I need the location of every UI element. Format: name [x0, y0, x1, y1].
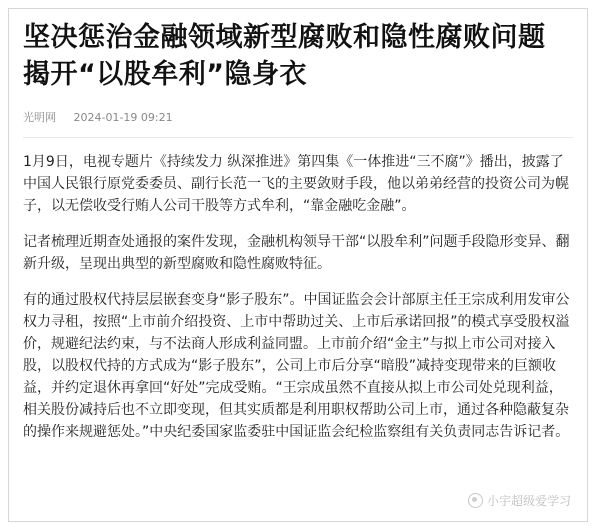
article-meta	[23, 109, 573, 125]
article-title	[23, 19, 573, 93]
watermark-text: 小宇超级爱学习	[486, 494, 571, 508]
watermark	[468, 492, 571, 509]
divider	[23, 137, 573, 138]
article-body	[23, 19, 573, 457]
publish-datetime: 2024-01-19 09:21	[73, 111, 173, 124]
paragraph-1: 1月9日，电视专题片《持续发力 纵深推进》第四集《一体推进“三不腐”》播出，披露了中国人民银行原党委委员、副行长范一飞的主要敛财手段，他以弟弟经营的投资公司为幌子，以无偿收受行贿人公司干股等方式牟利，“靠金融吃金融”。	[23, 154, 569, 214]
paragraph-3: 有的通过股权代持层层嵌套变身“影子股东”。中国证监会会计部原主任王宗成利用发审公权力寻租，按照“上市前介绍投资、上市中帮助过关、上市后承诺回报”的模式享受股权溢价，规避纪法约束，与不法商人形成利益同盟。上市前介绍“金主”与拟上市公司对接入股，以股权代持的方式成为“影子股东”，公司上市后分享“暗股”减持变现带来的巨额收益，并约定退休再拿回“好处”完成受贿。“王宗成虽然不直接从拟上市公司处兑现利益，相关股份减持后也不立即变现，但其实质都是利用职权帮助公司上市，通过各种隐蔽复杂的操作来规避惩处。”中央纪委国家监委驻中国证监会纪检监察组有关负责同志告诉记者。	[23, 292, 570, 440]
paragraph-2: 记者梳理近期查处通报的案件发现，金融机构领导干部“以股牟利”问题手段隐形变异、翻新升级，呈现出典型的新型腐败和隐性腐败特征。	[23, 234, 570, 272]
title-line-1: 坚决惩治金融领域新型腐败和隐性腐败问题	[23, 22, 546, 53]
title-line-2: 揭开“以股牟利”隐身衣	[23, 59, 307, 90]
wechat-icon	[468, 493, 483, 508]
article-frame	[8, 8, 588, 522]
source-label[interactable]: 光明网	[23, 111, 56, 124]
